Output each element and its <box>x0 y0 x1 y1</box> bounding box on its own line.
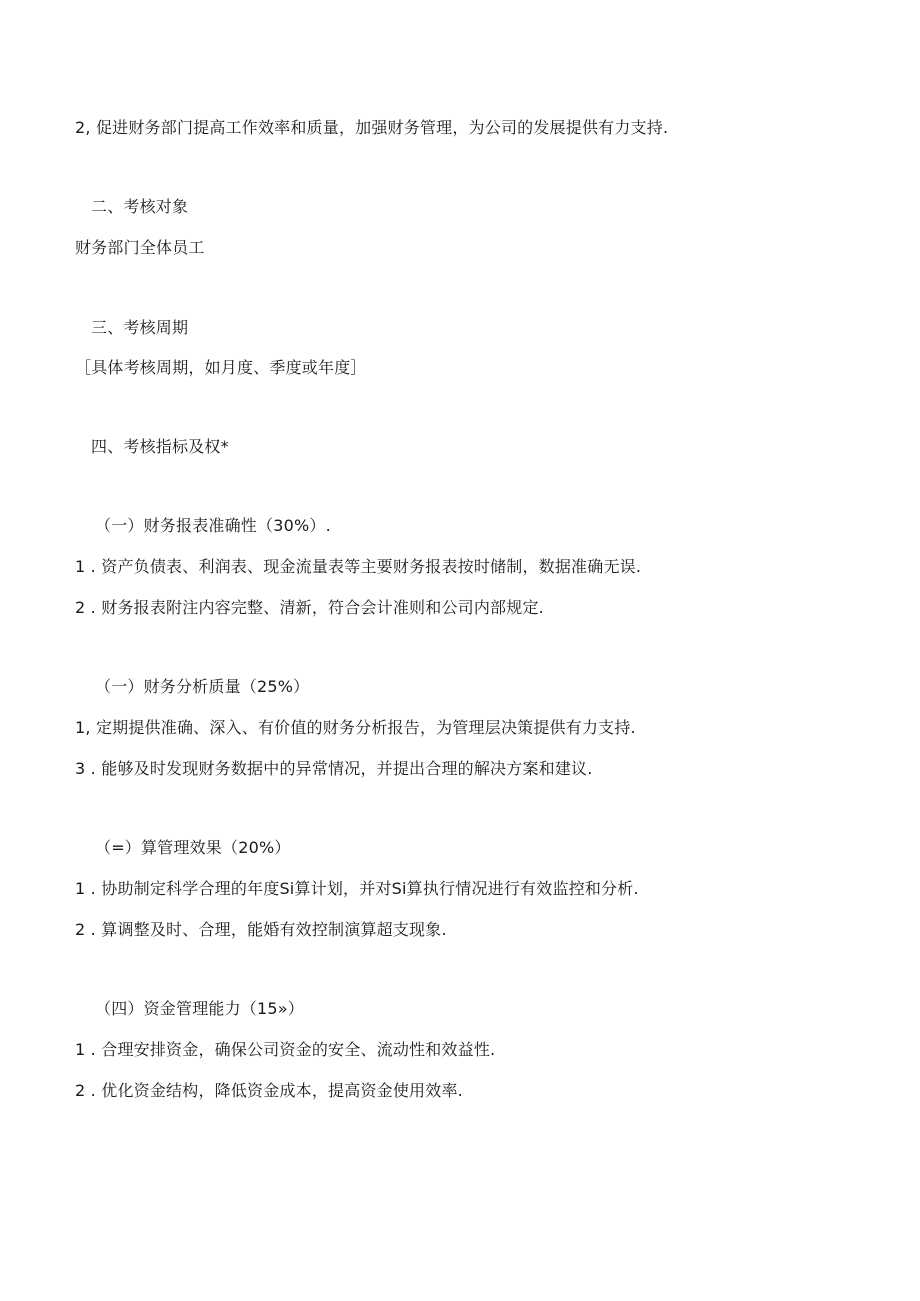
budget-management-item-1: 1 . 协助制定科学合理的年度Si算计划，并对Si算执行情况进行有效监控和分析. <box>75 879 639 898</box>
fund-management-item-1: 1 . 合理安排资金，确保公司资金的安全、流动性和效益性. <box>75 1040 496 1059</box>
section-heading-assessment-period: 三、考核周期 <box>91 318 189 337</box>
subsection-heading-budget-management: （=）算管理效果（20%） <box>95 838 291 857</box>
fund-management-item-2: 2 . 优化资金结构，降低资金成本，提高资金使用效率. <box>75 1081 463 1100</box>
goal-item-2: 2, 促进财务部门提高工作效率和质量，加强财务管理，为公司的发展提供有力支持. <box>75 118 669 137</box>
section-heading-assessment-target: 二、考核对象 <box>91 197 189 216</box>
budget-management-item-2: 2 . 算调整及时、合理，能婚有效控制演算超支现象. <box>75 920 447 939</box>
section-heading-indicators-weights: 四、考核指标及权* <box>91 437 229 456</box>
assessment-target-text: 财务部门全体员工 <box>75 238 205 257</box>
assessment-period-text: ［具体考核周期，如月度、季度或年度］ <box>75 358 367 377</box>
analysis-quality-item-1: 1, 定期提供准确、深入、有价值的财务分析报告，为管理层决策提供有力支持. <box>75 718 636 737</box>
report-accuracy-item-1: 1 . 资产负债表、利润表、现金流量表等主要财务报表按时储制，数据准确无误. <box>75 557 642 576</box>
subsection-heading-fund-management: （四）资金管理能力（15»） <box>95 999 304 1018</box>
report-accuracy-item-2: 2 . 财务报表附注内容完整、清新，符合会计准则和公司内部规定. <box>75 598 544 617</box>
subsection-heading-analysis-quality: （一）财务分析质量（25%） <box>95 677 310 696</box>
analysis-quality-item-2: 3 . 能够及时发现财务数据中的异常情况，并提出合理的解决方案和建议. <box>75 759 593 778</box>
subsection-heading-report-accuracy: （一）财务报表准确性（30%）. <box>95 516 331 535</box>
